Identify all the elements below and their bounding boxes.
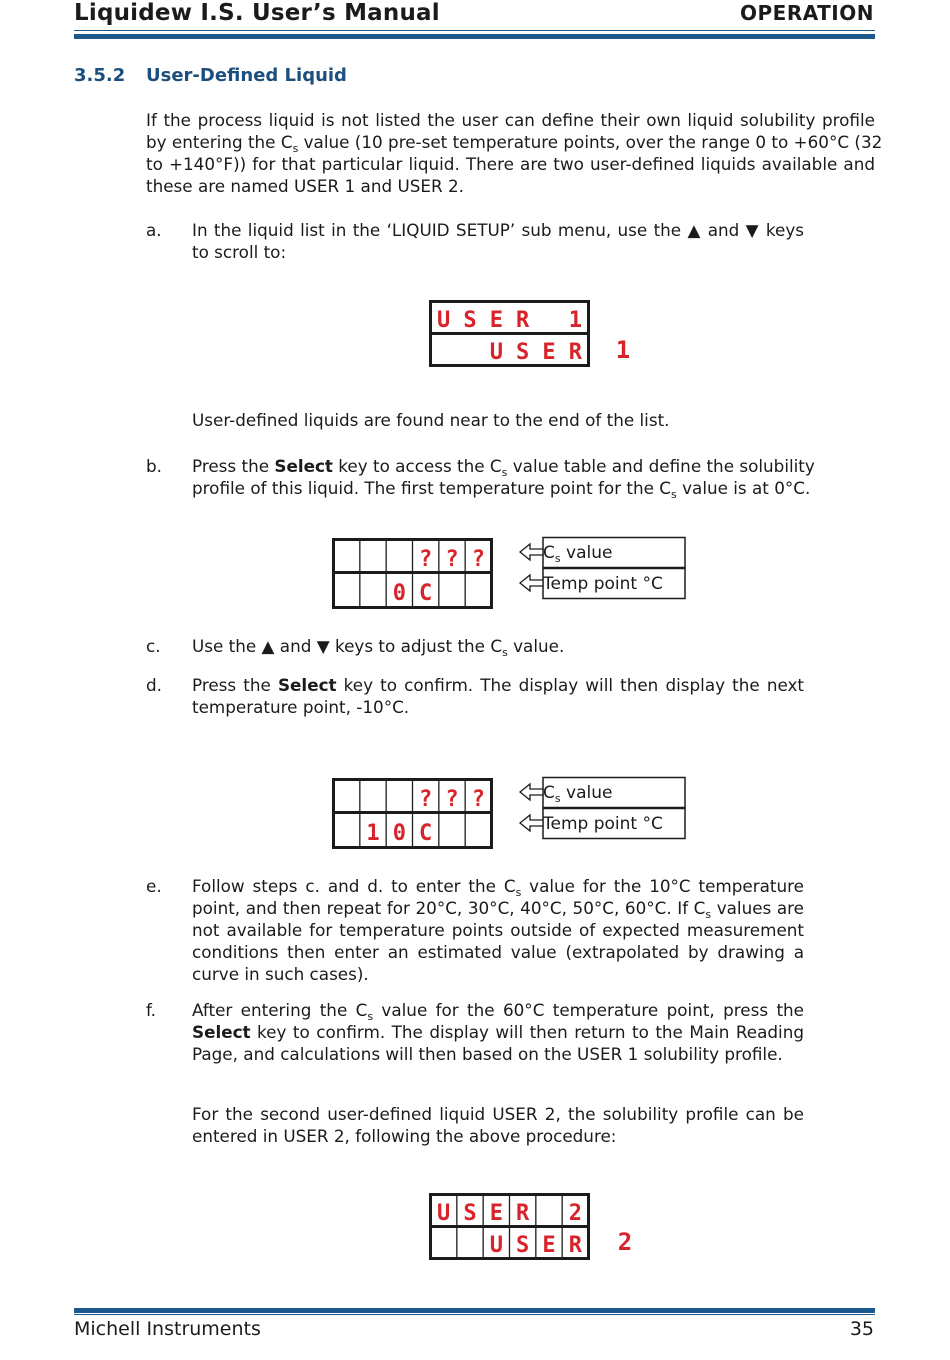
lcd-char: U — [489, 340, 503, 365]
lcd-display-temp0 — [332, 537, 692, 609]
lcd-char: ? — [445, 787, 459, 812]
lcd-char: C — [419, 581, 433, 606]
step-e-text: Follow steps c. and d. to enter the $C_s$ value for the 10°C temperature point, and then repeat for 20°C, 30°C, 40°C, 50°C, 60°C. If $C_s$ values are not available for temperature points outside of expected measurement conditions then enter an estimated value (extrapolated by drawing a curve in such cases). — [192, 876, 804, 984]
note-a: User-defined liquids are found near to the end of the list. — [192, 410, 670, 430]
lcd-char: R — [516, 308, 530, 333]
header-rule-thick — [74, 34, 875, 39]
lcd-char: R — [516, 1201, 530, 1226]
lcd-char: U — [489, 1233, 503, 1258]
svg-text:Temp point °C: Temp point °C — [543, 574, 663, 594]
lcd-char: U — [437, 308, 451, 333]
step-b-text: Press the Select key to access the $C_s$ value table and define the solubility profile of this liquid. The first temperature point for the $C_s$ value is at 0°C. — [192, 456, 815, 501]
lcd-char: 1 — [568, 308, 582, 333]
lcd-char: 0 — [392, 821, 406, 846]
lcd-char: S — [516, 340, 530, 365]
page-number: 35 — [849, 1318, 874, 1340]
lcd-char: E — [542, 340, 556, 365]
lcd-char: ? — [419, 787, 433, 812]
arrow-left-icon — [520, 815, 543, 831]
lcd-char: ? — [445, 547, 459, 572]
lcd-char: E — [489, 1201, 503, 1226]
cs-value-callout — [520, 538, 685, 568]
lcd-overflow-char: 2 — [617, 1228, 633, 1256]
lcd-char: S — [463, 1201, 477, 1226]
arrow-left-icon — [520, 575, 543, 591]
lcd-char: 2 — [568, 1201, 582, 1226]
lcd-char: ? — [471, 787, 485, 812]
step-label-b: b. — [146, 456, 162, 476]
lcd-display-temp10 — [332, 777, 692, 849]
lcd-char: E — [489, 308, 503, 333]
step-label-e: e. — [146, 876, 162, 896]
lcd-display-user1 — [429, 300, 669, 370]
step-label-a: a. — [146, 220, 162, 240]
lcd-char: E — [542, 1233, 556, 1258]
lcd-char: C — [419, 821, 433, 846]
step-c-text: Use the ▲ and ▼ keys to adjust the $C_s$ value. — [192, 636, 565, 659]
temp-point-callout — [520, 569, 685, 599]
step-label-f: f. — [146, 1000, 157, 1020]
lcd-char: ? — [419, 547, 433, 572]
step-label-c: c. — [146, 636, 161, 656]
svg-text:Cs value: $C_s$ value — [543, 543, 613, 565]
chapter-title: OPERATION — [740, 1, 874, 25]
arrow-left-icon — [520, 544, 543, 560]
svg-text:Temp point °C: Temp point °C — [543, 814, 663, 834]
footer-rule — [74, 1308, 875, 1313]
temp-point-callout — [520, 809, 685, 839]
step-d-text: Press the Select key to confirm. The display will then display the next temperature point, -10°C. — [192, 675, 805, 717]
lcd-overflow-char: 1 — [615, 336, 631, 364]
arrow-left-icon — [520, 784, 543, 800]
lcd-char: R — [568, 1233, 582, 1258]
step-a-text: In the liquid list in the ‘LIQUID SETUP’ sub menu, use the ▲ and ▼ keys to scroll to: — [192, 220, 804, 262]
lcd-char: S — [463, 308, 477, 333]
step-label-d: d. — [146, 675, 162, 695]
section-title: User-Defined Liquid — [146, 65, 347, 86]
section-number: 3.5.2 — [74, 65, 126, 86]
cs-value-callout — [520, 778, 685, 808]
lcd-display-user2 — [429, 1193, 669, 1263]
footer-rule-thin — [74, 1314, 875, 1315]
step-f-text: After entering the $C_s$ value for the 60°C temperature point, press the Select key to confirm. The display will then return to the Main Reading Page, and calculations will then based on the USER 1 solubility profile. — [192, 1000, 804, 1064]
header-rule — [74, 30, 875, 31]
footer-company: Michell Instruments — [74, 1318, 261, 1340]
svg-text:Cs value: $C_s$ value — [543, 783, 613, 805]
lcd-char: ? — [471, 547, 485, 572]
lcd-char: 1 — [366, 821, 380, 846]
manual-title: Liquidew I.S. User’s Manual — [74, 0, 440, 26]
intro-paragraph: If the process liquid is not listed the user can define their own liquid solubility profile by entering the $C_s$ value (10 pre-set temperature points, over the range 0 to +60°C (32 to +140°F)) for that particular liquid. There are two user-defined liquids available and these are named USER 1 and USER 2. — [146, 110, 883, 196]
lcd-char: U — [437, 1201, 451, 1226]
lcd-char: S — [516, 1233, 530, 1258]
lcd-char: R — [568, 340, 582, 365]
lcd-char: 0 — [392, 581, 406, 606]
closing-paragraph: For the second user-defined liquid USER 2, the solubility profile can be entered in USER 2, following the above procedure: — [192, 1104, 804, 1146]
